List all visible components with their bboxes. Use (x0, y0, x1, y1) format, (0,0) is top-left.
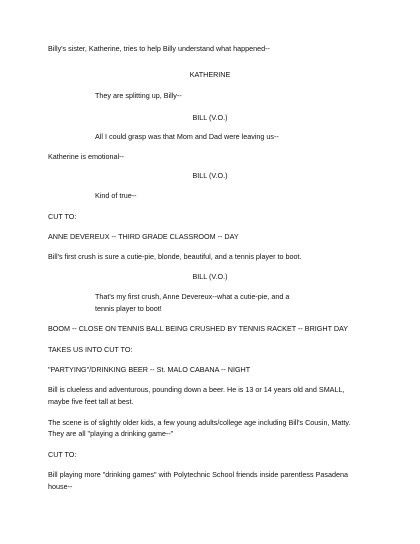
action-line: house-- (48, 482, 73, 491)
action-line: Bill playing more "drinking games" with Polytechnic School friends inside parentless Pasadena (48, 470, 348, 479)
character-name: BILL (V.O.) (192, 272, 228, 281)
dialogue-line: All I could grasp was that Mom and Dad were leaving us-- (95, 132, 279, 141)
transition-line: CUT TO: (48, 450, 77, 459)
action-line: The scene is of slightly older kids, a few young adults/college age including Bill's Cousin, Matty. (48, 418, 351, 427)
action-line: maybe five feet tall at best. (48, 397, 134, 406)
scene-heading: ANNE DEVEREUX -- THIRD GRADE CLASSROOM -- DAY (48, 232, 239, 241)
action-line: Katherine is emotional-- (48, 152, 124, 161)
dialogue-line: They are splitting up, Billy-- (95, 91, 182, 100)
dialogue-line: tennis player to boot! (95, 304, 162, 313)
character-name: BILL (V.O.) (192, 113, 228, 122)
scene-heading: BOOM -- CLOSE ON TENNIS BALL BEING CRUSHED BY TENNIS RACKET -- BRIGHT DAY (48, 324, 349, 333)
action-line: Bill's first crush is sure a cutie-pie, blonde, beautiful, and a tennis player to boot. (48, 252, 302, 261)
transition-line: TAKES US INTO CUT TO: (48, 345, 133, 354)
dialogue-line: Kind of true-- (95, 191, 137, 200)
dialogue-line: That's my first crush, Anne Devereux--what a cutie-pie, and a (95, 292, 290, 301)
action-line: Billy's sister, Katherine, tries to help Billy understand what happened-- (48, 44, 270, 53)
action-line: Bill is clueless and adventurous, pounding down a beer. He is 13 or 14 years old and SMALL, (48, 385, 345, 394)
character-name: KATHERINE (189, 70, 231, 79)
character-name: BILL (V.O.) (192, 171, 228, 180)
action-line: They are all "playing a drinking game--" (48, 429, 174, 438)
transition-line: CUT TO: (48, 212, 77, 221)
scene-heading: "PARTYING"/DRINKING BEER -- St. MALO CABANA -- NIGHT (48, 365, 251, 374)
